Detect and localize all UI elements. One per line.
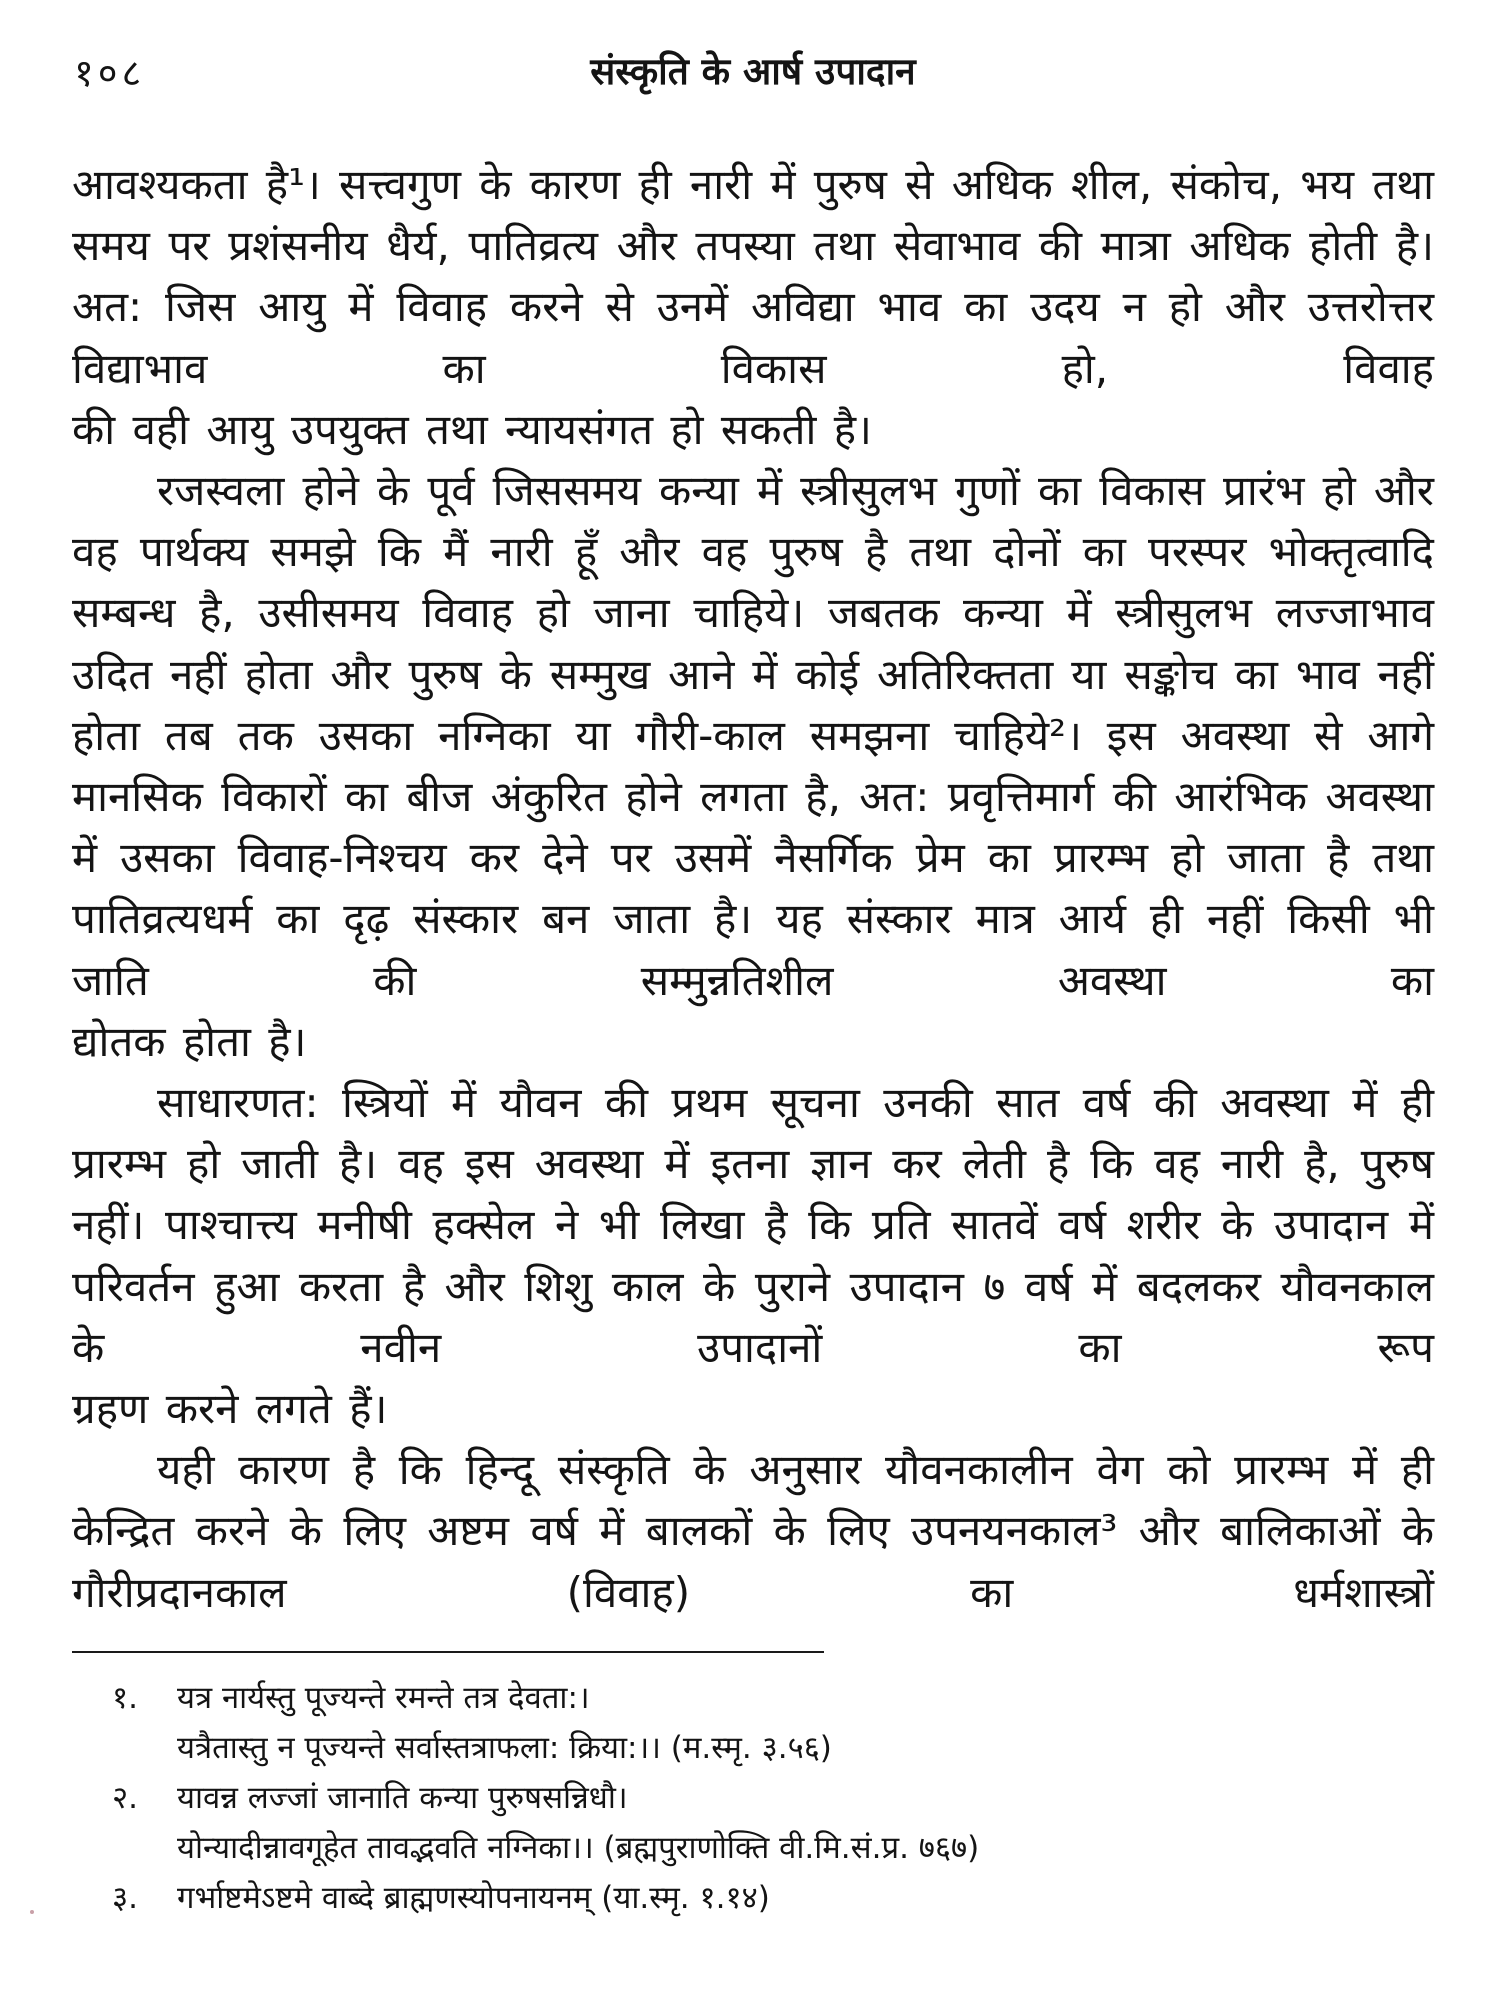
page-header xyxy=(72,40,1434,102)
text-line: प्रारम्भ में ही केन्द्रित करने के लिए अष्टम वर्ष में बालकों के लिए xyxy=(72,1445,1435,1556)
text-line: प्रारम्भ हो जाता है तथा पातिव्रत्यधर्म का दृढ़ संस्कार बन जाता है। यह xyxy=(72,833,1434,944)
text-line: सेवाभाव की मात्रा अधिक होती है। अत: जिस आयु में विवाह करने से उनमें xyxy=(72,221,1434,332)
text-line: उपनयनकाल³ और बालिकाओं के गौरीप्रदानकाल (विवाह) का धर्मशास्त्रों xyxy=(72,1506,1435,1617)
text-line: के पुराने उपादान ७ वर्ष में बदलकर यौवनकाल के नवीन उपादानों का रूप xyxy=(72,1261,1434,1372)
text-line: जबतक कन्या में स्त्रीसुलभ लज्जाभाव उदित नहीं होता और पुरुष के सम्मुख xyxy=(72,588,1435,699)
text-line: ग्रहण करने लगते हैं। xyxy=(72,1384,388,1434)
footnote-number: २. xyxy=(112,1779,138,1816)
footnote-line: यत्रैतास्तु न पूज्यन्ते सर्वास्तत्राफला: क्रिया:।। (म.स्मृ. ३.५६) xyxy=(177,1729,832,1766)
text-line: आवश्यकता है¹। सत्त्वगुण के कारण ही नारी में पुरुष से अधिक शील, xyxy=(72,160,1153,209)
text-line: संकोच, भय तथा समय पर प्रशंसनीय धैर्य, पातिव्रत्य और तपस्या तथा xyxy=(72,160,1434,271)
page-number: १०८ xyxy=(74,51,146,95)
print-speck xyxy=(30,1910,34,1914)
text-line: द्योतक होता है। xyxy=(72,1016,307,1066)
text-line: की वही आयु उपयुक्त तथा न्यायसंगत हो सकती है। xyxy=(72,404,872,454)
text-line: का परस्पर भोक्तृत्वादि सम्बन्ध है, उसीसमय विवाह हो जाना चाहिये। xyxy=(72,527,1434,638)
text-line: अविद्या भाव का उदय न हो और उत्तरोत्तर विद्याभाव का विकास हो, विवाह xyxy=(72,282,1435,393)
footnote-2 xyxy=(112,1773,1434,1873)
footnote-divider xyxy=(72,1651,824,1653)
footnotes xyxy=(72,1673,1434,1923)
footnote-line: गर्भाष्टमेऽष्टमे वाब्दे ब्राह्मणस्योपनायनम् (या.स्मृ. १.१४) xyxy=(177,1879,770,1916)
body-text xyxy=(72,154,1434,1623)
text-line: है कि वह नारी है, पुरुष नहीं। पाश्चात्त्य मनीषी हक्सेल ने भी लिखा है कि xyxy=(72,1139,1434,1250)
text-line: विकारों का बीज अंकुरित होने लगता है, अत: प्रवृत्तिमार्ग की आरंभिक xyxy=(221,772,1308,822)
text-line: आने में कोई अतिरिक्तता या सङ्कोच का भाव नहीं होता तब तक उसका xyxy=(72,649,1434,760)
footnote-number: ३. xyxy=(112,1879,138,1916)
footnote-line: यत्र नार्यस्तु पूज्यन्ते रमन्ते तत्र देवता:। xyxy=(177,1679,590,1716)
footnote-number: १. xyxy=(112,1679,138,1716)
text-line: संस्कार मात्र आर्य ही नहीं किसी भी जाति की सम्मुन्नतिशील अवस्था का xyxy=(72,894,1434,1005)
paragraph-2 xyxy=(72,460,1434,1072)
paragraph-1 xyxy=(72,154,1434,460)
footnote-3 xyxy=(112,1873,1434,1923)
footnote-line: योन्यादीन्नावगूहेत तावद्भवति नग्निका।। (ब्रह्मपुराणोक्ति वी.मि.सं.प्र. ७६७) xyxy=(177,1829,980,1866)
text-line: रजस्वला होने के पूर्व जिससमय कन्या में स्त्रीसुलभ गुणों का विकास xyxy=(157,466,1205,516)
paragraph-4 xyxy=(72,1439,1434,1623)
book-page xyxy=(72,40,1434,1960)
footnote-1 xyxy=(112,1673,1434,1773)
text-line: प्रारंभ हो और वह पार्थक्य समझे कि मैं नारी हूँ और वह पुरुष है तथा दोनों xyxy=(72,466,1434,577)
text-line: प्रति सातवें वर्ष शरीर के उपादान में परिवर्तन हुआ करता है और शिशु काल xyxy=(72,1200,1434,1311)
text-line: नग्निका या गौरी-काल समझना चाहिये²। इस अवस्था से आगे मानसिक xyxy=(72,710,1434,822)
text-line: यही कारण है कि हिन्दू संस्कृति के अनुसार यौवनकालीन वेग को xyxy=(157,1445,1211,1495)
paragraph-3 xyxy=(72,1072,1434,1439)
text-line: अवस्था में ही प्रारम्भ हो जाती है। वह इस अवस्था में इतना ज्ञान कर लेती xyxy=(72,1078,1434,1189)
running-title: संस्कृति के आर्ष उपादान xyxy=(590,50,916,93)
footnote-line: यावन्न लज्जां जानाति कन्या पुरुषसन्निधौ। xyxy=(177,1779,628,1816)
text-line: साधारणत: स्त्रियों में यौवन की प्रथम सूचना उनकी सात वर्ष की xyxy=(157,1078,1197,1128)
text-line: अवस्था में उसका विवाह-निश्चय कर देने पर उसमें नैसर्गिक प्रेम का xyxy=(72,772,1435,883)
